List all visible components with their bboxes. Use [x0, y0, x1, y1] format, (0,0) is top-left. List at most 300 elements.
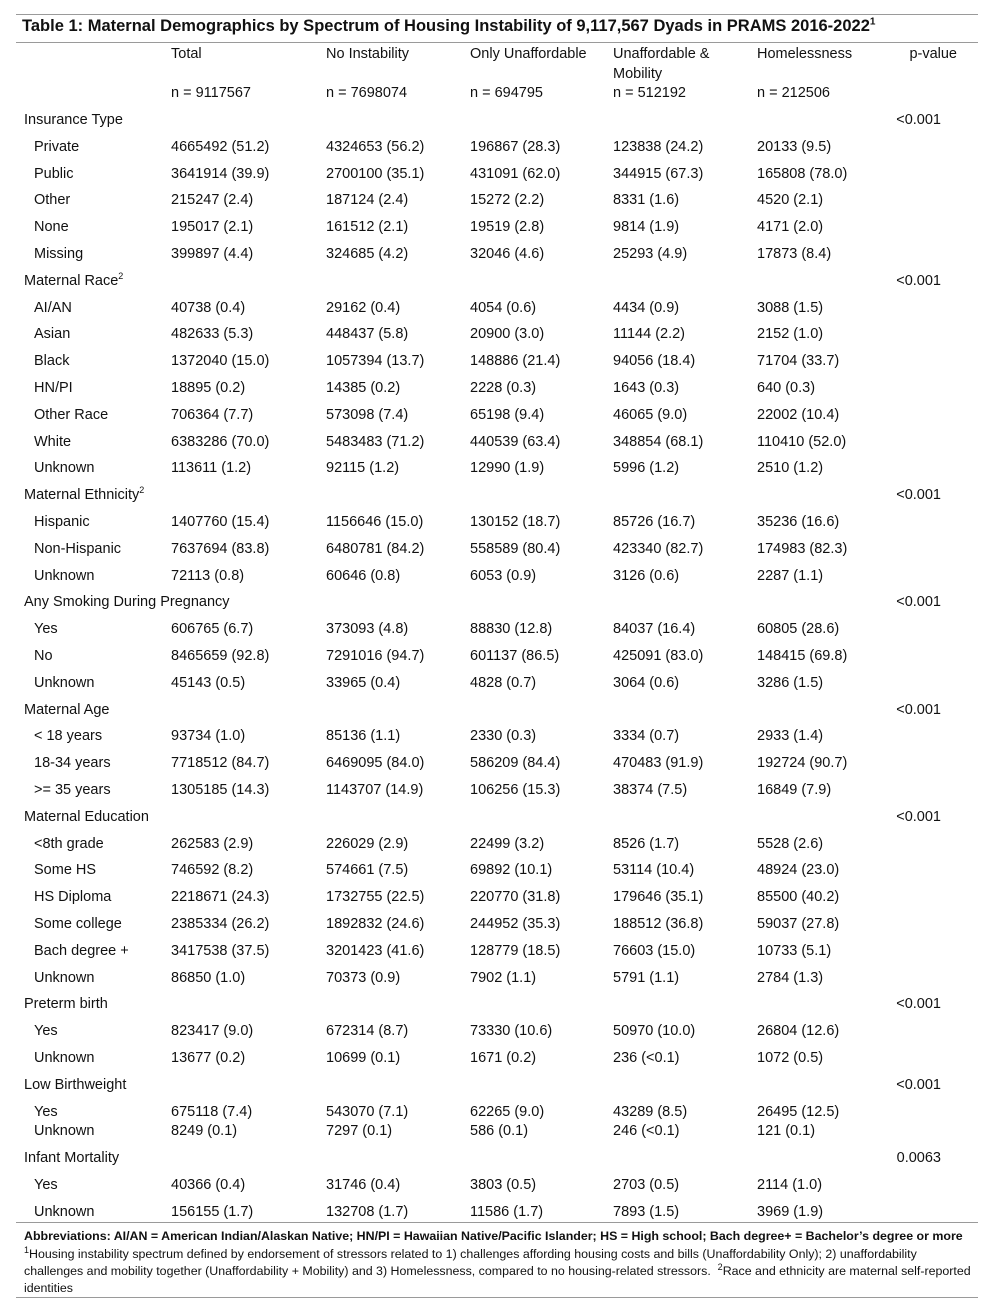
cell-unaffordable-mobility: 344915 (67.3) — [613, 165, 704, 182]
row-label — [34, 1104, 58, 1120]
cell-only-unaffordable: 4828 (0.7) — [470, 674, 537, 691]
cell-no-instability: 31746 (0.4) — [326, 1177, 401, 1193]
cell-total: 195017 (2.1) — [171, 219, 254, 236]
cell-unaffordable-mobility: 38374 (7.5) — [613, 782, 688, 798]
cell-no-instability: 1892832 (24.6) — [326, 916, 425, 932]
cell-no-instability: 448437 (5.8) — [326, 326, 409, 343]
row-label-text: No — [34, 648, 53, 664]
table-row — [16, 460, 978, 484]
cell-homelessness: 2784 (1.3) — [757, 969, 824, 986]
cell-unaffordable-mobility: 2703 (0.5) — [613, 1177, 680, 1193]
category-row — [16, 996, 978, 1020]
cell-only-unaffordable: 6053 (0.9) — [470, 567, 537, 584]
row-label — [34, 1123, 94, 1139]
table-row — [16, 1204, 978, 1228]
cell-total: 6383286 (70.0) — [171, 433, 270, 450]
cell-only-unaffordable: 1671 (0.2) — [470, 1050, 537, 1066]
cell-homelessness: 165808 (78.0) — [757, 165, 848, 182]
cell-homelessness: 85500 (40.2) — [757, 889, 840, 906]
cell-total: 1372040 (15.0) — [171, 353, 270, 370]
cell-unaffordable-mobility: 3064 (0.6) — [613, 674, 680, 691]
cell-homelessness: 71704 (33.7) — [757, 353, 840, 370]
cell-no-instability: 324685 (4.2) — [326, 246, 409, 262]
footnote-mark-2: 2 — [717, 1261, 723, 1272]
row-label-text: Non-Hispanic — [34, 540, 122, 557]
header-unaffordable-mobility-line1: Unaffordable & — [613, 46, 710, 62]
row-label-text: 18-34 years — [34, 755, 111, 772]
cell-homelessness: 2933 (1.4) — [757, 728, 824, 745]
cell-only-unaffordable: 20900 (3.0) — [470, 326, 545, 343]
cell-only-unaffordable: 601137 (86.5) — [470, 648, 560, 664]
category-row — [16, 594, 978, 618]
row-label — [34, 434, 71, 450]
cell-unaffordable-mobility: 50970 (10.0) — [613, 1023, 696, 1040]
cell-only-unaffordable: 196867 (28.3) — [470, 138, 561, 155]
row-label-text: Hispanic — [34, 514, 90, 530]
cell-unaffordable-mobility: 85726 (16.7) — [613, 514, 696, 530]
table-row — [16, 943, 978, 967]
cell-total: 113611 (1.2) — [171, 460, 252, 477]
cell-unaffordable-mobility: 3334 (0.7) — [613, 728, 680, 745]
row-label-text: Asian — [34, 326, 71, 343]
cell-unaffordable-mobility: 8331 (1.6) — [613, 192, 680, 209]
cell-no-instability: 161512 (2.1) — [326, 219, 409, 236]
cell-only-unaffordable: 4054 (0.6) — [470, 299, 537, 316]
cell-no-instability: 92115 (1.2) — [326, 460, 400, 477]
table-row — [16, 407, 978, 431]
cell-homelessness: 174983 (82.3) — [757, 540, 848, 557]
cell-unaffordable-mobility: 84037 (16.4) — [613, 621, 696, 638]
table-row — [16, 1177, 978, 1201]
cell-only-unaffordable: 73330 (10.6) — [470, 1023, 553, 1040]
n-total: n = 9117567 — [171, 85, 251, 101]
table-row — [16, 782, 978, 806]
cell-total: 1407760 (15.4) — [171, 514, 270, 530]
cell-unaffordable-mobility: 11144 (2.2) — [613, 326, 686, 343]
cell-no-instability: 1057394 (13.7) — [326, 353, 425, 370]
cell-only-unaffordable: 586209 (84.4) — [470, 755, 561, 772]
row-label-text: Low Birthweight — [24, 1076, 127, 1093]
row-label-text: Other Race — [34, 406, 109, 423]
row-label — [34, 728, 102, 744]
cell-only-unaffordable: 3803 (0.5) — [470, 1177, 537, 1193]
category-row — [16, 1077, 978, 1101]
row-label-text: Public — [34, 165, 74, 182]
row-label-text: Yes — [34, 1103, 58, 1120]
cell-homelessness: 148415 (69.8) — [757, 648, 848, 664]
cell-no-instability: 573098 (7.4) — [326, 406, 409, 423]
cell-no-instability: 14385 (0.2) — [326, 380, 401, 396]
row-label-text: Bach degree + — [34, 942, 129, 959]
cell-only-unaffordable: 148886 (21.4) — [470, 353, 561, 370]
cell-only-unaffordable: 244952 (35.3) — [470, 916, 561, 932]
cell-homelessness: 16849 (7.9) — [757, 782, 832, 798]
cell-homelessness: 22002 (10.4) — [757, 406, 840, 423]
cell-homelessness: 2152 (1.0) — [757, 326, 824, 343]
cell-only-unaffordable: 69892 (10.1) — [470, 862, 553, 879]
table-row — [16, 300, 978, 324]
cell-homelessness: 26804 (12.6) — [757, 1023, 840, 1040]
cell-pvalue: <0.001 — [896, 487, 941, 504]
table-row — [16, 246, 978, 270]
cell-no-instability: 2700100 (35.1) — [326, 165, 425, 182]
cell-total: 3641914 (39.9) — [171, 165, 270, 182]
category-label — [24, 1150, 119, 1166]
cell-unaffordable-mobility: 470483 (91.9) — [613, 755, 704, 772]
cell-total: 7637694 (83.8) — [171, 540, 270, 557]
cell-total: 40738 (0.4) — [171, 299, 246, 316]
cell-homelessness: 192724 (90.7) — [757, 755, 848, 772]
cell-no-instability: 7297 (0.1) — [326, 1123, 393, 1140]
row-label — [34, 1050, 94, 1066]
category-row — [16, 270, 978, 297]
row-label-text: Some college — [34, 916, 122, 932]
cell-total: 482633 (5.3) — [171, 326, 254, 343]
cell-homelessness: 3088 (1.5) — [757, 299, 824, 316]
row-label — [34, 541, 121, 557]
cell-no-instability: 132708 (1.7) — [326, 1203, 409, 1220]
row-label-text: Unknown — [34, 1050, 95, 1066]
cell-only-unaffordable: 62265 (9.0) — [470, 1103, 545, 1120]
cell-unaffordable-mobility: 423340 (82.7) — [613, 540, 704, 557]
cell-total: 675118 (7.4) — [171, 1103, 253, 1120]
header-unaffordable-mobility-line2: Mobility — [613, 66, 663, 82]
cell-only-unaffordable: 88830 (12.8) — [470, 621, 553, 638]
cell-unaffordable-mobility: 188512 (36.8) — [613, 916, 704, 932]
cell-unaffordable-mobility: 123838 (24.2) — [613, 138, 704, 155]
cell-total: 40366 (0.4) — [171, 1177, 246, 1193]
category-label — [24, 702, 109, 718]
table-row — [16, 192, 978, 216]
row-label — [34, 460, 94, 476]
cell-only-unaffordable: 15272 (2.2) — [470, 192, 545, 209]
cell-pvalue: <0.001 — [896, 808, 941, 825]
cell-homelessness: 640 (0.3) — [757, 380, 816, 396]
cell-only-unaffordable: 440539 (63.4) — [470, 433, 561, 450]
cell-no-instability: 33965 (0.4) — [326, 674, 401, 691]
row-label-text: None — [34, 219, 69, 236]
cell-homelessness: 2510 (1.2) — [757, 460, 824, 477]
row-label-text: Black — [34, 353, 70, 370]
cell-unaffordable-mobility: 53114 (10.4) — [613, 862, 695, 879]
table-row — [16, 728, 978, 752]
cell-only-unaffordable: 11586 (1.7) — [470, 1203, 544, 1220]
row-label — [34, 246, 83, 262]
row-label — [34, 353, 69, 369]
cell-only-unaffordable: 65198 (9.4) — [470, 406, 545, 423]
cell-pvalue: <0.001 — [896, 996, 941, 1013]
cell-total: 18895 (0.2) — [171, 380, 246, 396]
top-rule — [16, 14, 978, 15]
row-label — [34, 943, 129, 959]
cell-total: 45143 (0.5) — [171, 674, 246, 691]
cell-homelessness: 35236 (16.6) — [757, 514, 840, 530]
title-rule — [16, 42, 978, 43]
category-label — [24, 594, 230, 610]
cell-pvalue: <0.001 — [896, 112, 941, 128]
table-row — [16, 621, 978, 645]
cell-homelessness: 60805 (28.6) — [757, 621, 840, 638]
cell-homelessness: 26495 (12.5) — [757, 1103, 840, 1120]
cell-total: 8249 (0.1) — [171, 1123, 238, 1140]
table-row — [16, 514, 978, 538]
table-row — [16, 568, 978, 592]
cell-unaffordable-mobility: 246 (<0.1) — [613, 1123, 680, 1140]
footnote-mark-1: 1 — [24, 1244, 30, 1255]
n-homelessness: n = 212506 — [757, 85, 830, 101]
cell-unaffordable-mobility: 76603 (15.0) — [613, 942, 696, 959]
row-label — [34, 675, 94, 691]
row-label-text: Yes — [34, 1023, 58, 1040]
cell-unaffordable-mobility: 9814 (1.9) — [613, 219, 680, 236]
row-label — [34, 326, 70, 342]
footnote-1: Housing instability spectrum defined by endorsement of stressors related to 1) challenges affording housing costs and bills (Unaffordability Only); 2) unaffordability challenges and mobility together (Unaffordability + Mobility) and 3) Homelessness, compared to no housing-related stressors. — [24, 1247, 917, 1278]
row-label-text: Maternal Race — [24, 272, 119, 289]
table-row — [16, 219, 978, 243]
cell-total: 3417538 (37.5) — [171, 942, 270, 959]
cell-no-instability: 60646 (0.8) — [326, 567, 401, 584]
cell-total: 399897 (4.4) — [171, 246, 254, 262]
table-title-footnote-mark: 1 — [869, 16, 876, 28]
cell-no-instability: 6469095 (84.0) — [326, 755, 425, 772]
cell-homelessness: 20133 (9.5) — [757, 138, 832, 155]
cell-homelessness: 1072 (0.5) — [757, 1050, 824, 1066]
cell-total: 262583 (2.9) — [171, 835, 254, 852]
abbreviations-note: Abbreviations: AI/AN = American Indian/Alaskan Native; HN/PI = Hawaiian Native/Pacific Islander; HS = High school; Bach degree+ = Bachelor’s degree or more — [24, 1229, 963, 1243]
row-label — [34, 755, 111, 771]
cell-unaffordable-mobility: 5996 (1.2) — [613, 460, 680, 477]
table-row — [16, 916, 978, 940]
cell-homelessness: 3286 (1.5) — [757, 674, 824, 691]
cell-unaffordable-mobility: 25293 (4.9) — [613, 246, 688, 262]
category-label — [24, 270, 124, 289]
category-label — [24, 996, 108, 1012]
row-label-text: Unknown — [34, 460, 95, 477]
row-label-text: HS Diploma — [34, 889, 112, 906]
cell-no-instability: 226029 (2.9) — [326, 835, 409, 852]
row-label-text: Unknown — [34, 1203, 95, 1220]
row-label — [34, 916, 122, 932]
row-label — [34, 889, 111, 905]
row-label — [34, 782, 111, 798]
cell-only-unaffordable: 22499 (3.2) — [470, 835, 545, 852]
bottom-rule — [16, 1297, 978, 1298]
cell-only-unaffordable: 586 (0.1) — [470, 1123, 529, 1140]
row-label-text: Some HS — [34, 862, 97, 879]
table-row — [16, 1123, 978, 1147]
table-row — [16, 1023, 978, 1047]
row-label-text: Unknown — [34, 674, 95, 691]
footnote-mark: 2 — [118, 270, 124, 281]
cell-homelessness: 5528 (2.6) — [757, 835, 824, 852]
cell-total: 8465659 (92.8) — [171, 648, 270, 664]
cell-no-instability: 4324653 (56.2) — [326, 138, 425, 155]
row-label-text: Other — [34, 192, 71, 209]
cell-no-instability: 7291016 (94.7) — [326, 648, 425, 664]
cell-no-instability: 1143707 (14.9) — [326, 782, 424, 798]
row-label — [34, 139, 79, 155]
cell-no-instability: 672314 (8.7) — [326, 1023, 409, 1040]
table-row — [16, 541, 978, 565]
row-label — [34, 862, 96, 878]
cell-unaffordable-mobility: 43289 (8.5) — [613, 1103, 688, 1120]
cell-only-unaffordable: 220770 (31.8) — [470, 889, 561, 906]
cell-unaffordable-mobility: 3126 (0.6) — [613, 567, 680, 584]
cell-no-instability: 543070 (7.1) — [326, 1103, 409, 1120]
row-label-text: Yes — [34, 1177, 58, 1193]
cell-homelessness: 4171 (2.0) — [757, 219, 824, 236]
cell-total: 215247 (2.4) — [171, 192, 254, 209]
category-label — [24, 809, 149, 825]
header-pvalue: p-value — [909, 46, 957, 62]
row-label — [34, 836, 104, 852]
row-label-text: Insurance Type — [24, 112, 123, 128]
cell-total: 93734 (1.0) — [171, 728, 246, 745]
category-row — [16, 702, 978, 726]
cell-homelessness: 3969 (1.9) — [757, 1203, 824, 1220]
table-row — [16, 755, 978, 779]
cell-only-unaffordable: 32046 (4.6) — [470, 246, 545, 262]
cell-pvalue: <0.001 — [896, 701, 941, 718]
row-label — [34, 1204, 94, 1220]
table-row — [16, 836, 978, 860]
cell-no-instability: 10699 (0.1) — [326, 1050, 401, 1066]
n-no-instability: n = 7698074 — [326, 85, 408, 101]
row-label — [34, 380, 73, 396]
cell-unaffordable-mobility: 236 (<0.1) — [613, 1050, 680, 1066]
cell-homelessness: 10733 (5.1) — [757, 942, 832, 959]
category-row — [16, 1150, 978, 1174]
row-label — [34, 166, 74, 182]
row-label — [34, 219, 69, 235]
cell-only-unaffordable: 19519 (2.8) — [470, 219, 545, 236]
row-label — [34, 1023, 58, 1039]
row-label — [34, 568, 94, 584]
cell-unaffordable-mobility: 425091 (83.0) — [613, 648, 704, 664]
row-label-text: Unknown — [34, 1123, 95, 1140]
cell-only-unaffordable: 431091 (62.0) — [470, 165, 561, 182]
cell-homelessness: 121 (0.1) — [757, 1123, 816, 1140]
cell-no-instability: 574661 (7.5) — [326, 862, 409, 879]
row-label-text: Unknown — [34, 969, 95, 986]
cell-total: 2218671 (24.3) — [171, 889, 270, 906]
category-label — [24, 112, 123, 128]
row-label-text: White — [34, 433, 72, 450]
table-title-text: Table 1: Maternal Demographics by Spectrum of Housing Instability of 9,117,567 Dyads in PRAMS 2016-2022 — [22, 17, 870, 35]
table-row — [16, 166, 978, 190]
cell-pvalue: <0.001 — [896, 594, 941, 611]
table-row — [16, 675, 978, 699]
cell-no-instability: 85136 (1.1) — [326, 728, 401, 745]
cell-homelessness: 59037 (27.8) — [757, 916, 840, 932]
table-row — [16, 380, 978, 404]
header-total: Total — [171, 46, 202, 62]
cell-only-unaffordable: 106256 (15.3) — [470, 782, 561, 798]
row-label-text: Maternal Education — [24, 808, 149, 825]
row-label — [34, 407, 108, 423]
cell-total: 606765 (6.7) — [171, 621, 254, 638]
cell-homelessness: 2114 (1.0) — [757, 1177, 823, 1193]
row-label-text: < 18 years — [34, 728, 103, 745]
footnote-2: Race and ethnicity are maternal self-reported identities — [24, 1264, 971, 1295]
cell-pvalue: <0.001 — [896, 272, 941, 289]
cell-unaffordable-mobility: 4434 (0.9) — [613, 299, 680, 316]
cell-unaffordable-mobility: 94056 (18.4) — [613, 353, 696, 370]
cell-unaffordable-mobility: 5791 (1.1) — [613, 969, 680, 986]
cell-total: 706364 (7.7) — [171, 406, 254, 423]
row-label-text: Infant Mortality — [24, 1150, 120, 1167]
table-row — [16, 326, 978, 350]
cell-only-unaffordable: 128779 (18.5) — [470, 942, 561, 959]
category-row — [16, 809, 978, 833]
cell-unaffordable-mobility: 348854 (68.1) — [613, 433, 704, 450]
cell-unaffordable-mobility: 179646 (35.1) — [613, 889, 704, 906]
cell-no-instability: 3201423 (41.6) — [326, 942, 425, 959]
row-label — [34, 970, 94, 986]
row-label-text: >= 35 years — [34, 782, 111, 798]
row-label-text: <8th grade — [34, 835, 104, 852]
cell-total: 72113 (0.8) — [171, 567, 245, 584]
table-row — [16, 648, 978, 672]
cell-no-instability: 1732755 (22.5) — [326, 889, 425, 906]
category-row — [16, 487, 978, 511]
row-label-text: Missing — [34, 246, 84, 262]
cell-homelessness: 4520 (2.1) — [757, 192, 824, 209]
row-label-text: AI/AN — [34, 299, 72, 316]
cell-unaffordable-mobility: 1643 (0.3) — [613, 380, 680, 396]
category-label — [24, 487, 144, 503]
row-label — [34, 300, 72, 316]
category-row — [16, 112, 978, 136]
footnote-rule — [16, 1222, 978, 1223]
row-label — [34, 621, 58, 637]
cell-only-unaffordable: 2330 (0.3) — [470, 728, 537, 745]
header-no-instability: No Instability — [326, 46, 410, 62]
row-label-text: Maternal Age — [24, 701, 110, 718]
cell-unaffordable-mobility: 7893 (1.5) — [613, 1203, 680, 1220]
n-only-unaffordable: n = 694795 — [470, 85, 543, 101]
row-label-text: Yes — [34, 621, 58, 638]
cell-pvalue: <0.001 — [896, 1076, 941, 1093]
header-only-unaffordable: Only Unaffordable — [470, 46, 587, 62]
cell-total: 13677 (0.2) — [171, 1050, 246, 1066]
cell-total: 746592 (8.2) — [171, 862, 254, 879]
table-row — [16, 434, 978, 458]
cell-homelessness: 48924 (23.0) — [757, 862, 840, 879]
cell-homelessness: 110410 (52.0) — [757, 433, 847, 450]
row-label-text: Maternal Ethnicity — [24, 487, 140, 504]
cell-total: 2385334 (26.2) — [171, 916, 270, 932]
row-label — [34, 514, 90, 530]
cell-homelessness: 17873 (8.4) — [757, 246, 832, 262]
cell-total: 1305185 (14.3) — [171, 782, 270, 798]
cell-only-unaffordable: 12990 (1.9) — [470, 460, 545, 477]
cell-total: 823417 (9.0) — [171, 1023, 254, 1040]
cell-unaffordable-mobility: 46065 (9.0) — [613, 406, 688, 423]
cell-total: 7718512 (84.7) — [171, 755, 270, 772]
row-label — [34, 648, 53, 664]
cell-only-unaffordable: 2228 (0.3) — [470, 380, 537, 396]
cell-no-instability: 6480781 (84.2) — [326, 540, 425, 557]
cell-total: 156155 (1.7) — [171, 1203, 254, 1220]
table-row — [16, 889, 978, 913]
footnote-mark: 2 — [139, 485, 145, 496]
header-homelessness: Homelessness — [757, 46, 853, 62]
cell-no-instability: 373093 (4.8) — [326, 621, 409, 638]
table-row — [16, 353, 978, 377]
cell-homelessness: 2287 (1.1) — [757, 567, 824, 584]
category-label — [24, 1077, 126, 1093]
